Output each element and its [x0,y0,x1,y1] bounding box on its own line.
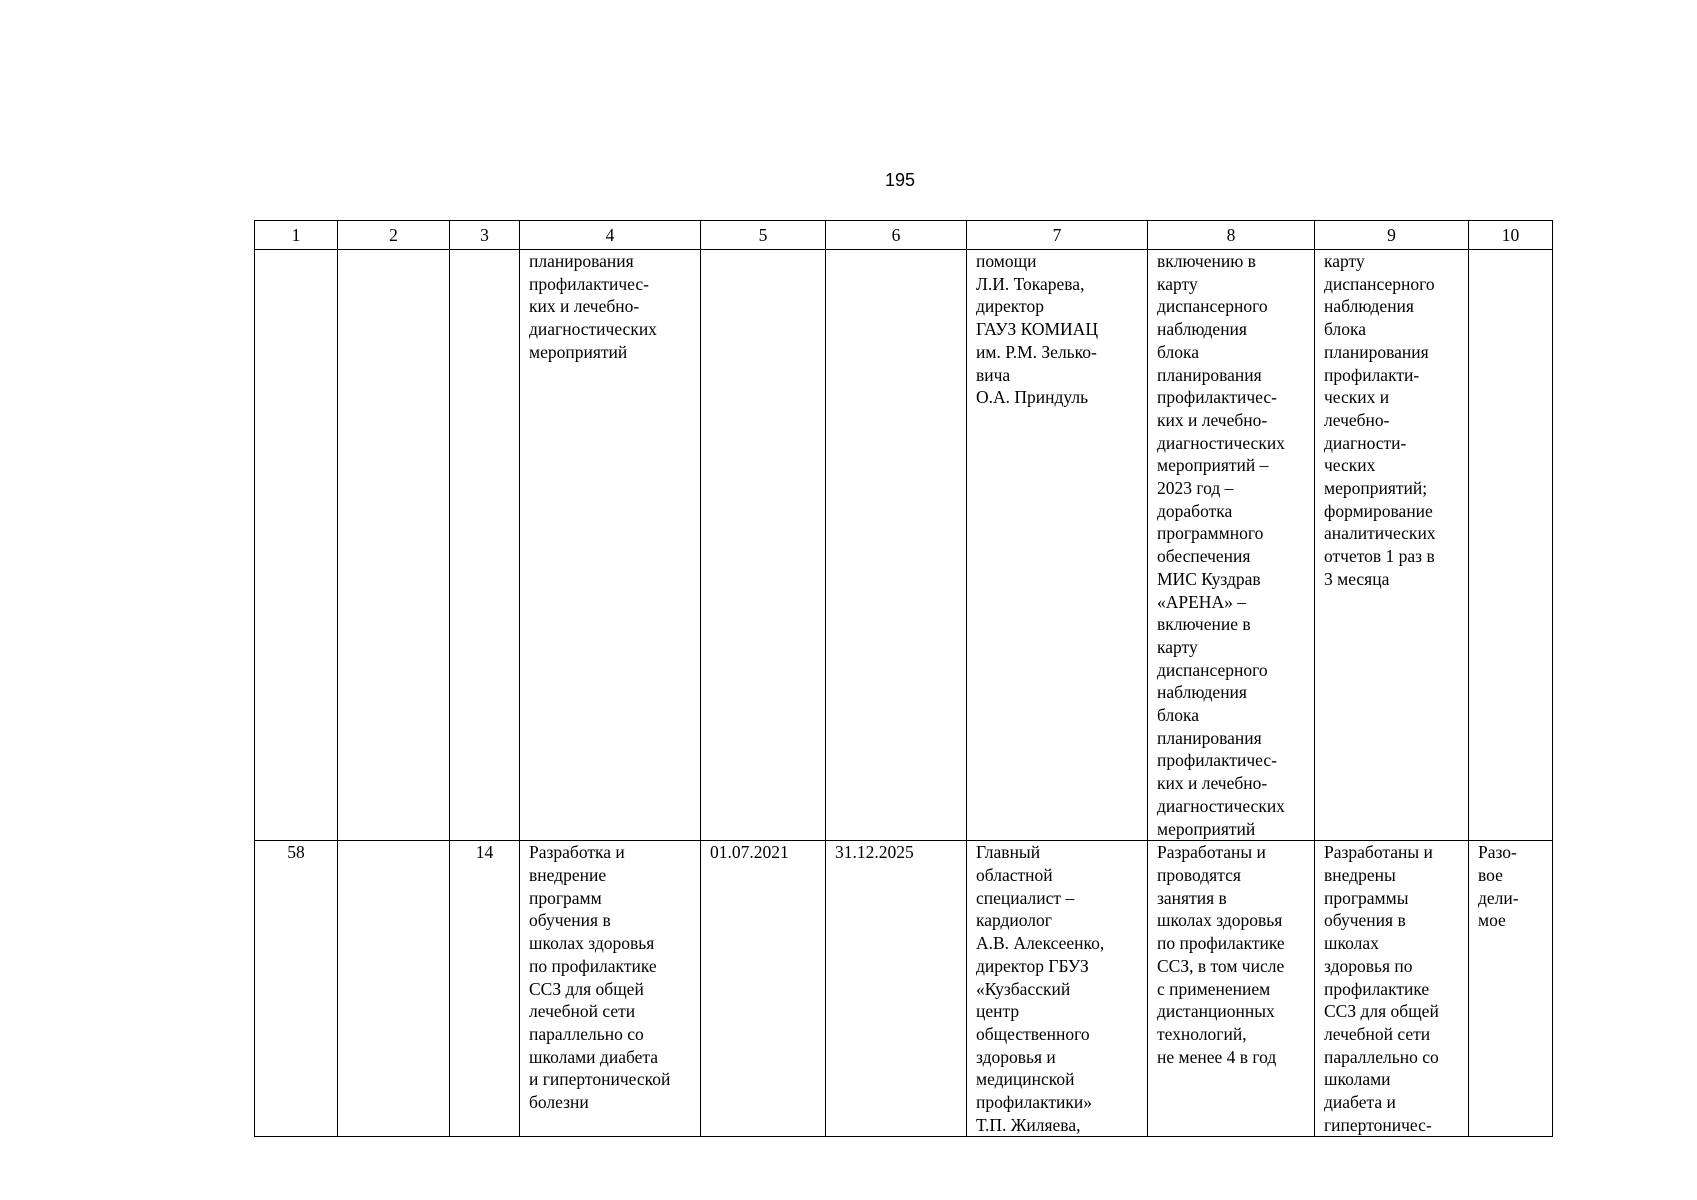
cell-text-line: Главный [976,842,1041,863]
cell-text-line: Л.И. Токарева, [976,273,1085,294]
cell-text-line: диагности- [1324,432,1407,453]
cell-col3 [450,250,520,841]
expected-result-cell [1148,250,1315,841]
cell-text-line: ССЗ, в том числе [1157,955,1285,976]
cell-text-line: обеспечения [1157,546,1251,567]
cell-text-line: ких и лечебно- [529,296,640,317]
cell-col2 [338,841,450,1137]
cell-col2 [338,250,450,841]
cell-text-line: 3 месяца [1324,568,1390,589]
cell-text-line: ческих и [1324,387,1390,408]
cell-text-line: мероприятий [529,341,628,362]
cell-text-line: обучения в [1324,910,1406,931]
cell-text-line: лечебно- [1324,409,1390,430]
cell-text-line: включение в [1157,614,1251,635]
cell-text-line: дистанционных [1157,1001,1275,1022]
cell-text-line: профилакти- [1324,364,1420,385]
cell-text-line: лечебной сети [529,1001,636,1022]
cell-text-line: им. Р.М. Зелько- [976,341,1097,362]
cell-text-line: карту [1324,251,1365,271]
cell-text-line: диагностических [1157,795,1285,816]
cell-text-line: наблюдения [1157,682,1247,703]
cell-text-line: карту [1157,636,1198,657]
cell-text-line: Т.П. Жиляева, [976,1114,1081,1135]
expected-result-cell [1148,841,1315,1137]
cell-text-line: Разработка и [529,842,625,863]
cell-text-line: диагностических [1157,432,1285,453]
cell-text-line: здоровья по [1324,955,1413,976]
cell-text-line: профилактичес- [1157,750,1277,771]
cell-text-line: помощи [976,251,1037,271]
table-row [255,841,1553,1137]
cell-text-line: по профилактике [529,955,657,976]
row-number-cell: 58 [255,841,338,1137]
cell-text-line: О.А. Приндуль [976,387,1089,408]
cell-text-line: специалист – [976,887,1075,908]
cell-text-line: ГАУЗ КОМИАЦ [976,319,1098,340]
cell-text-line: ССЗ для общей [529,978,644,999]
cell-text-line: технологий, [1157,1023,1247,1044]
cell-text-line: мероприятий [1157,818,1256,839]
cell-text-line: и гипертонической [529,1069,671,1090]
cell-text-line: школами диабета [529,1046,659,1067]
cell-text-line: школах здоровья [1157,910,1283,931]
cell-text-line: дели- [1478,887,1519,908]
cell-text-line: вича [976,364,1011,385]
measure-name-cell [520,841,701,1137]
cell-text-line: параллельно со [1324,1046,1439,1067]
column-header: 6 [826,221,967,250]
cell-text-line: диабета и [1324,1092,1396,1113]
row-number-cell [255,250,338,841]
type-cell [1469,841,1553,1137]
cell-text-line: Разработаны и [1157,842,1266,863]
cell-text-line: программы [1324,887,1409,908]
column-header: 10 [1469,221,1553,250]
cell-text-line: диагностических [529,319,657,340]
column-header: 4 [520,221,701,250]
cell-text-line: карту [1157,273,1198,294]
cell-text-line: школах [1324,933,1379,954]
cell-text-line: областной [976,864,1053,885]
measures-table [254,220,1553,1137]
cell-text-line: 2023 год – [1157,478,1234,499]
cell-text-line: внедрены [1324,864,1396,885]
start-date-cell [701,250,826,841]
cell-text-line: школах здоровья [529,933,655,954]
cell-text-line: профилактичес- [529,273,649,294]
cell-text-line: А.В. Алексеенко, [976,933,1105,954]
cell-text-line: параллельно со [529,1023,644,1044]
cell-text-line: доработка [1157,500,1233,521]
cell-text-line: программного [1157,523,1264,544]
cell-text-line: отчетов 1 раз в [1324,546,1435,567]
cell-text-line: школами [1324,1069,1391,1090]
cell-text-line: общественного [976,1023,1090,1044]
column-header: 5 [701,221,826,250]
cell-text-line: ССЗ для общей [1324,1001,1439,1022]
table-row [255,250,1553,841]
cell-text-line: блока [1324,319,1366,340]
column-header: 8 [1148,221,1315,250]
cell-text-line: формирование [1324,500,1433,521]
cell-text-line: МИС Куздрав [1157,568,1261,589]
column-header: 7 [967,221,1148,250]
cell-text-line: блока [1157,705,1199,726]
cell-text-line: внедрение [529,864,607,885]
cell-text-line: диспансерного [1157,659,1268,680]
type-cell [1469,250,1553,841]
end-date-cell [826,250,967,841]
responsible-cell [967,841,1148,1137]
start-date-cell: 01.07.2021 [701,841,826,1137]
cell-text-line: директор [976,296,1044,317]
cell-text-line: «Кузбасский [976,978,1071,999]
cell-text-line: мероприятий – [1157,455,1269,476]
cell-text-line: профилактике [1324,978,1430,999]
measure-name-cell [520,250,701,841]
cell-text-line: аналитических [1324,523,1436,544]
cell-text-line: здоровья и [976,1046,1056,1067]
cell-text-line: мероприятий; [1324,478,1428,499]
cell-text-line: директор ГБУЗ [976,955,1089,976]
cell-text-line: включению в [1157,251,1256,271]
cell-text-line: ких и лечебно- [1157,773,1268,794]
cell-text-line: профилактичес- [1157,387,1277,408]
cell-text-line: по профилактике [1157,933,1285,954]
cell-text-line: гипертоничес- [1324,1114,1432,1135]
responsible-cell [967,250,1148,841]
end-date-cell: 31.12.2025 [826,841,967,1137]
cell-text-line: медицинской [976,1069,1075,1090]
cell-text-line: болезни [529,1092,589,1113]
cell-col3: 14 [450,841,520,1137]
cell-text-line: планирования [1157,727,1262,748]
cell-text-line: Разработаны и [1324,842,1433,863]
cell-text-line: ческих [1324,455,1376,476]
cell-text-line: кардиолог [976,910,1052,931]
indicator-cell [1315,841,1469,1137]
cell-text-line: ких и лечебно- [1157,409,1268,430]
cell-text-line: планирования [1157,364,1262,385]
cell-text-line: профилактики» [976,1092,1092,1113]
cell-text-line: лечебной сети [1324,1023,1431,1044]
column-header: 3 [450,221,520,250]
cell-text-line: проводятся [1157,864,1241,885]
cell-text-line: блока [1157,341,1199,362]
cell-text-line: планирования [1324,341,1429,362]
cell-text-line: вое [1478,864,1503,885]
cell-text-line: Разо- [1478,842,1517,863]
cell-text-line: планирования [529,251,634,271]
cell-text-line: наблюдения [1324,296,1414,317]
cell-text-line: центр [976,1001,1020,1022]
page-number: 195 [884,170,916,190]
cell-text-line: мое [1478,910,1506,931]
cell-text-line: с применением [1157,978,1271,999]
column-header: 1 [255,221,338,250]
cell-text-line: обучения в [529,910,611,931]
indicator-cell [1315,250,1469,841]
cell-text-line: программ [529,887,602,908]
cell-text-line: диспансерного [1324,273,1435,294]
cell-text-line: не менее 4 в год [1157,1046,1277,1067]
cell-text-line: «АРЕНА» – [1157,591,1246,612]
cell-text-line: наблюдения [1157,319,1247,340]
cell-text-line: занятия в [1157,887,1227,908]
column-header: 2 [338,221,450,250]
cell-text-line: диспансерного [1157,296,1268,317]
column-number-row [255,221,1553,250]
column-header: 9 [1315,221,1469,250]
